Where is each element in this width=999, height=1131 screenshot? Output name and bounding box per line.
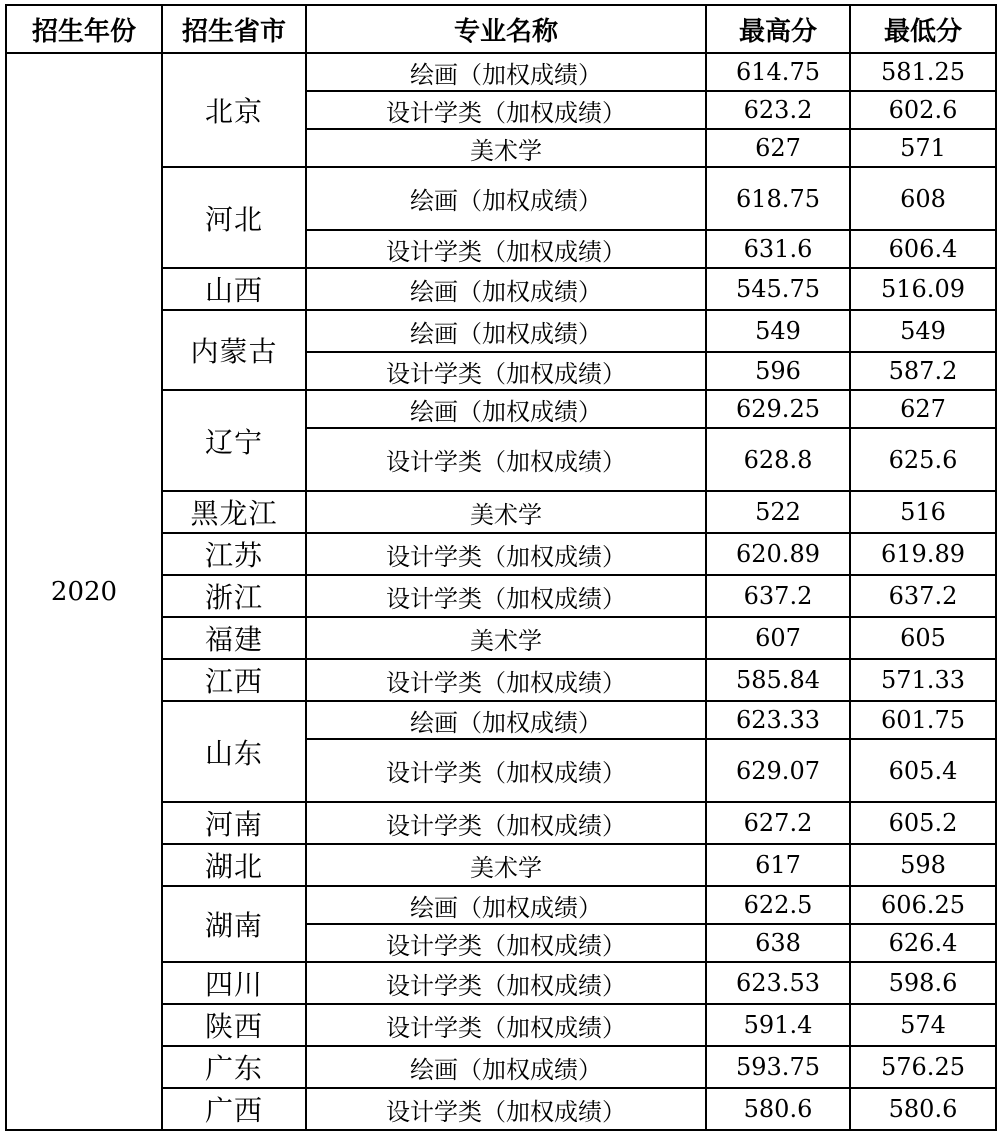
min-score-cell: 606.25 (850, 886, 996, 924)
major-cell: 美术学 (306, 491, 706, 533)
province-cell: 河北 (162, 167, 306, 268)
min-score-cell: 598.6 (850, 962, 996, 1004)
header-province: 招生省市 (162, 5, 306, 53)
max-score-cell: 620.89 (706, 533, 850, 575)
province-cell: 黑龙江 (162, 491, 306, 533)
major-cell: 绘画（加权成绩） (306, 390, 706, 428)
min-score-cell: 637.2 (850, 575, 996, 617)
min-score-cell: 605.4 (850, 739, 996, 802)
min-score-cell: 516 (850, 491, 996, 533)
major-cell: 绘画（加权成绩） (306, 310, 706, 352)
major-cell: 设计学类（加权成绩） (306, 428, 706, 491)
max-score-cell: 607 (706, 617, 850, 659)
province-cell: 内蒙古 (162, 310, 306, 390)
major-cell: 设计学类（加权成绩） (306, 924, 706, 962)
major-cell: 设计学类（加权成绩） (306, 659, 706, 701)
major-cell: 绘画（加权成绩） (306, 268, 706, 310)
major-cell: 绘画（加权成绩） (306, 1046, 706, 1088)
header-max-score: 最高分 (706, 5, 850, 53)
major-cell: 设计学类（加权成绩） (306, 1088, 706, 1130)
max-score-cell: 585.84 (706, 659, 850, 701)
major-cell: 绘画（加权成绩） (306, 53, 706, 91)
province-cell: 江苏 (162, 533, 306, 575)
max-score-cell: 618.75 (706, 167, 850, 230)
admission-scores-table (5, 4, 997, 1131)
min-score-cell: 625.6 (850, 428, 996, 491)
max-score-cell: 623.53 (706, 962, 850, 1004)
min-score-cell: 587.2 (850, 352, 996, 390)
max-score-cell: 549 (706, 310, 850, 352)
max-score-cell: 627 (706, 129, 850, 167)
year-cell: 2020 (6, 53, 162, 1130)
province-cell: 山东 (162, 701, 306, 802)
province-cell: 河南 (162, 802, 306, 844)
province-cell: 浙江 (162, 575, 306, 617)
province-cell: 湖北 (162, 844, 306, 886)
min-score-cell: 606.4 (850, 230, 996, 268)
min-score-cell: 549 (850, 310, 996, 352)
min-score-cell: 580.6 (850, 1088, 996, 1130)
province-cell: 江西 (162, 659, 306, 701)
max-score-cell: 622.5 (706, 886, 850, 924)
table-row (6, 53, 996, 91)
header-row (6, 5, 996, 53)
province-cell: 北京 (162, 53, 306, 167)
major-cell: 设计学类（加权成绩） (306, 352, 706, 390)
max-score-cell: 591.4 (706, 1004, 850, 1046)
min-score-cell: 571 (850, 129, 996, 167)
min-score-cell: 605.2 (850, 802, 996, 844)
province-cell: 陕西 (162, 1004, 306, 1046)
major-cell: 设计学类（加权成绩） (306, 91, 706, 129)
max-score-cell: 629.07 (706, 739, 850, 802)
major-cell: 设计学类（加权成绩） (306, 962, 706, 1004)
min-score-cell: 598 (850, 844, 996, 886)
max-score-cell: 545.75 (706, 268, 850, 310)
header-min-score: 最低分 (850, 5, 996, 53)
major-cell: 设计学类（加权成绩） (306, 802, 706, 844)
major-cell: 绘画（加权成绩） (306, 167, 706, 230)
major-cell: 美术学 (306, 617, 706, 659)
major-cell: 美术学 (306, 844, 706, 886)
max-score-cell: 593.75 (706, 1046, 850, 1088)
max-score-cell: 623.2 (706, 91, 850, 129)
min-score-cell: 576.25 (850, 1046, 996, 1088)
province-cell: 福建 (162, 617, 306, 659)
major-cell: 设计学类（加权成绩） (306, 1004, 706, 1046)
max-score-cell: 628.8 (706, 428, 850, 491)
min-score-cell: 571.33 (850, 659, 996, 701)
header-year: 招生年份 (6, 5, 162, 53)
header-major: 专业名称 (306, 5, 706, 53)
province-cell: 广东 (162, 1046, 306, 1088)
min-score-cell: 608 (850, 167, 996, 230)
min-score-cell: 601.75 (850, 701, 996, 739)
major-cell: 绘画（加权成绩） (306, 701, 706, 739)
min-score-cell: 581.25 (850, 53, 996, 91)
province-cell: 山西 (162, 268, 306, 310)
max-score-cell: 627.2 (706, 802, 850, 844)
min-score-cell: 602.6 (850, 91, 996, 129)
max-score-cell: 614.75 (706, 53, 850, 91)
min-score-cell: 627 (850, 390, 996, 428)
min-score-cell: 626.4 (850, 924, 996, 962)
major-cell: 美术学 (306, 129, 706, 167)
major-cell: 设计学类（加权成绩） (306, 739, 706, 802)
max-score-cell: 580.6 (706, 1088, 850, 1130)
max-score-cell: 522 (706, 491, 850, 533)
min-score-cell: 605 (850, 617, 996, 659)
major-cell: 绘画（加权成绩） (306, 886, 706, 924)
max-score-cell: 596 (706, 352, 850, 390)
major-cell: 设计学类（加权成绩） (306, 230, 706, 268)
min-score-cell: 574 (850, 1004, 996, 1046)
max-score-cell: 623.33 (706, 701, 850, 739)
major-cell: 设计学类（加权成绩） (306, 533, 706, 575)
max-score-cell: 629.25 (706, 390, 850, 428)
min-score-cell: 619.89 (850, 533, 996, 575)
max-score-cell: 637.2 (706, 575, 850, 617)
major-cell: 设计学类（加权成绩） (306, 575, 706, 617)
province-cell: 湖南 (162, 886, 306, 962)
province-cell: 四川 (162, 962, 306, 1004)
table-body (6, 53, 996, 1130)
province-cell: 辽宁 (162, 390, 306, 491)
max-score-cell: 638 (706, 924, 850, 962)
province-cell: 广西 (162, 1088, 306, 1130)
max-score-cell: 631.6 (706, 230, 850, 268)
max-score-cell: 617 (706, 844, 850, 886)
min-score-cell: 516.09 (850, 268, 996, 310)
